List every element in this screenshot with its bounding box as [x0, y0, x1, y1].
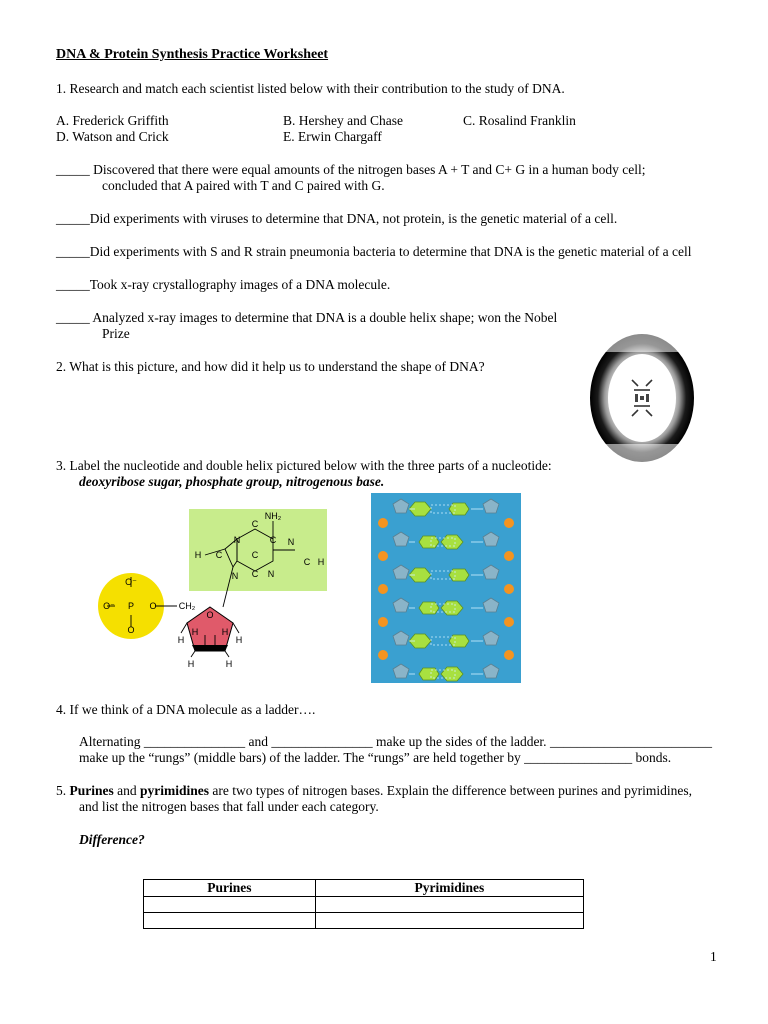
- p-label: P: [127, 601, 135, 611]
- answer-blank[interactable]: _____: [56, 277, 90, 292]
- table-cell[interactable]: [144, 913, 316, 929]
- term-purines: Purines: [69, 783, 114, 798]
- choice-a: A. Frederick Griffith: [56, 113, 169, 128]
- q5-prompt: [56, 783, 692, 799]
- answer-blank[interactable]: _____: [56, 244, 90, 259]
- h-label: H: [221, 627, 229, 637]
- atom-label: H: [317, 557, 325, 567]
- q4-line2: [79, 750, 671, 766]
- text: bonds.: [632, 750, 672, 765]
- q1-prompt: 1. Research and match each scientist listed below with their contribution to the study of DNA.: [56, 81, 565, 96]
- h-label: H: [187, 659, 195, 669]
- h-label: H: [225, 659, 233, 669]
- text: make up the sides of the ladder.: [372, 734, 550, 749]
- answer-blank[interactable]: ________________: [524, 750, 633, 765]
- h-label: H: [235, 635, 243, 645]
- phosphate-circle: [504, 551, 514, 561]
- o-minus-label: O⁻: [103, 601, 115, 611]
- text: 5.: [56, 783, 70, 798]
- text: and: [245, 734, 272, 749]
- q5-prompt-cont: and list the nitrogen bases that fall under each category.: [79, 799, 379, 814]
- term-pyrimidines: pyrimidines: [140, 783, 210, 798]
- table-cell[interactable]: [315, 897, 583, 913]
- table-header-purines: Purines: [144, 880, 316, 897]
- nucleotide-diagram: [95, 505, 335, 685]
- phosphate-circle: [504, 518, 514, 528]
- atom-label: N: [233, 535, 241, 545]
- text: and: [113, 783, 141, 798]
- table-cell[interactable]: [144, 897, 316, 913]
- nh2-label: NH₂: [264, 511, 282, 521]
- atom-label: C: [303, 557, 311, 567]
- atom-label: C: [269, 535, 277, 545]
- atom-label: N: [287, 537, 295, 547]
- q1-item-1: [56, 162, 645, 178]
- atom-label: C: [251, 519, 259, 529]
- worksheet-title: DNA & Protein Synthesis Practice Worksheet: [56, 47, 329, 62]
- item-text: Did experiments with S and R strain pneumonia bacteria to determine that DNA is the genetic material of a cell: [89, 244, 692, 259]
- answer-blank[interactable]: _____: [56, 162, 90, 177]
- q4-prompt: 4. If we think of a DNA molecule as a ladder….: [56, 702, 316, 717]
- purines-pyrimidines-table: [143, 879, 584, 929]
- q1-item-3: [56, 244, 691, 260]
- atom-label: H: [194, 550, 202, 560]
- item-text: Took x-ray crystallography images of a DNA molecule.: [89, 277, 391, 292]
- page-number: 1: [710, 949, 717, 964]
- answer-blank[interactable]: ________________________: [549, 734, 712, 749]
- table-cell[interactable]: [315, 913, 583, 929]
- item-text: Analyzed x-ray images to determine that DNA is a double helix shape; won the Nobel: [89, 310, 558, 325]
- double-helix-diagram: [371, 493, 521, 683]
- o-label: O: [206, 610, 214, 620]
- text: Alternating: [79, 734, 144, 749]
- q1-item-1-cont: concluded that A paired with T and C paired with G.: [102, 178, 385, 193]
- phosphate-circle: [378, 650, 388, 660]
- item-text: Did experiments with viruses to determine that DNA, not protein, is the genetic material of a cell.: [89, 211, 618, 226]
- o-label: O: [149, 601, 157, 611]
- choice-e: E. Erwin Chargaff: [283, 129, 382, 144]
- phosphate-circle: [378, 551, 388, 561]
- o-minus-label: O⁻: [125, 577, 137, 587]
- choice-d: D. Watson and Crick: [56, 129, 169, 144]
- q1-item-5: [56, 310, 557, 326]
- atom-label: C: [251, 550, 259, 560]
- answer-blank[interactable]: _______________: [271, 734, 373, 749]
- phosphate-circle: [504, 650, 514, 660]
- answer-blank[interactable]: _____: [56, 310, 90, 325]
- atom-label: N: [267, 569, 275, 579]
- phosphate-circle: [378, 584, 388, 594]
- q2-prompt: 2. What is this picture, and how did it help us to understand the shape of DNA?: [56, 359, 485, 374]
- q1-item-5-cont: Prize: [102, 326, 130, 341]
- atom-label: C: [251, 569, 259, 579]
- choice-c: C. Rosalind Franklin: [463, 113, 576, 128]
- atom-label: C: [215, 550, 223, 560]
- q1-item-4: [56, 277, 390, 293]
- answer-blank[interactable]: _______________: [143, 734, 246, 749]
- h-label: H: [191, 627, 199, 637]
- phosphate-circle: [504, 617, 514, 627]
- q1-item-2: [56, 211, 617, 227]
- q4-line1: [79, 734, 712, 750]
- phosphate-circle: [504, 584, 514, 594]
- difference-label: Difference?: [79, 832, 145, 847]
- h-label: H: [177, 635, 185, 645]
- text: are two types of nitrogen bases. Explain the difference between purines and pyrimidines,: [209, 783, 693, 798]
- o-label: O: [127, 625, 135, 635]
- ch2-label: CH₂: [178, 601, 196, 611]
- q3-prompt: 3. Label the nucleotide and double helix pictured below with the three parts of a nucleotide:: [56, 458, 552, 473]
- answer-blank[interactable]: _____: [56, 211, 90, 226]
- choice-b: B. Hershey and Chase: [283, 113, 403, 128]
- xray-diffraction-image: [588, 330, 696, 466]
- phosphate-circle: [378, 617, 388, 627]
- atom-label: N: [231, 571, 239, 581]
- item-text: Discovered that there were equal amounts of the nitrogen bases A + T and C+ G in a human body cell;: [89, 162, 646, 177]
- phosphate-circle: [378, 518, 388, 528]
- text: make up the “rungs” (middle bars) of the ladder. The “rungs” are held together by: [79, 750, 525, 765]
- table-header-pyrimidines: Pyrimidines: [315, 880, 583, 897]
- q3-parts: deoxyribose sugar, phosphate group, nitrogenous base.: [79, 474, 385, 489]
